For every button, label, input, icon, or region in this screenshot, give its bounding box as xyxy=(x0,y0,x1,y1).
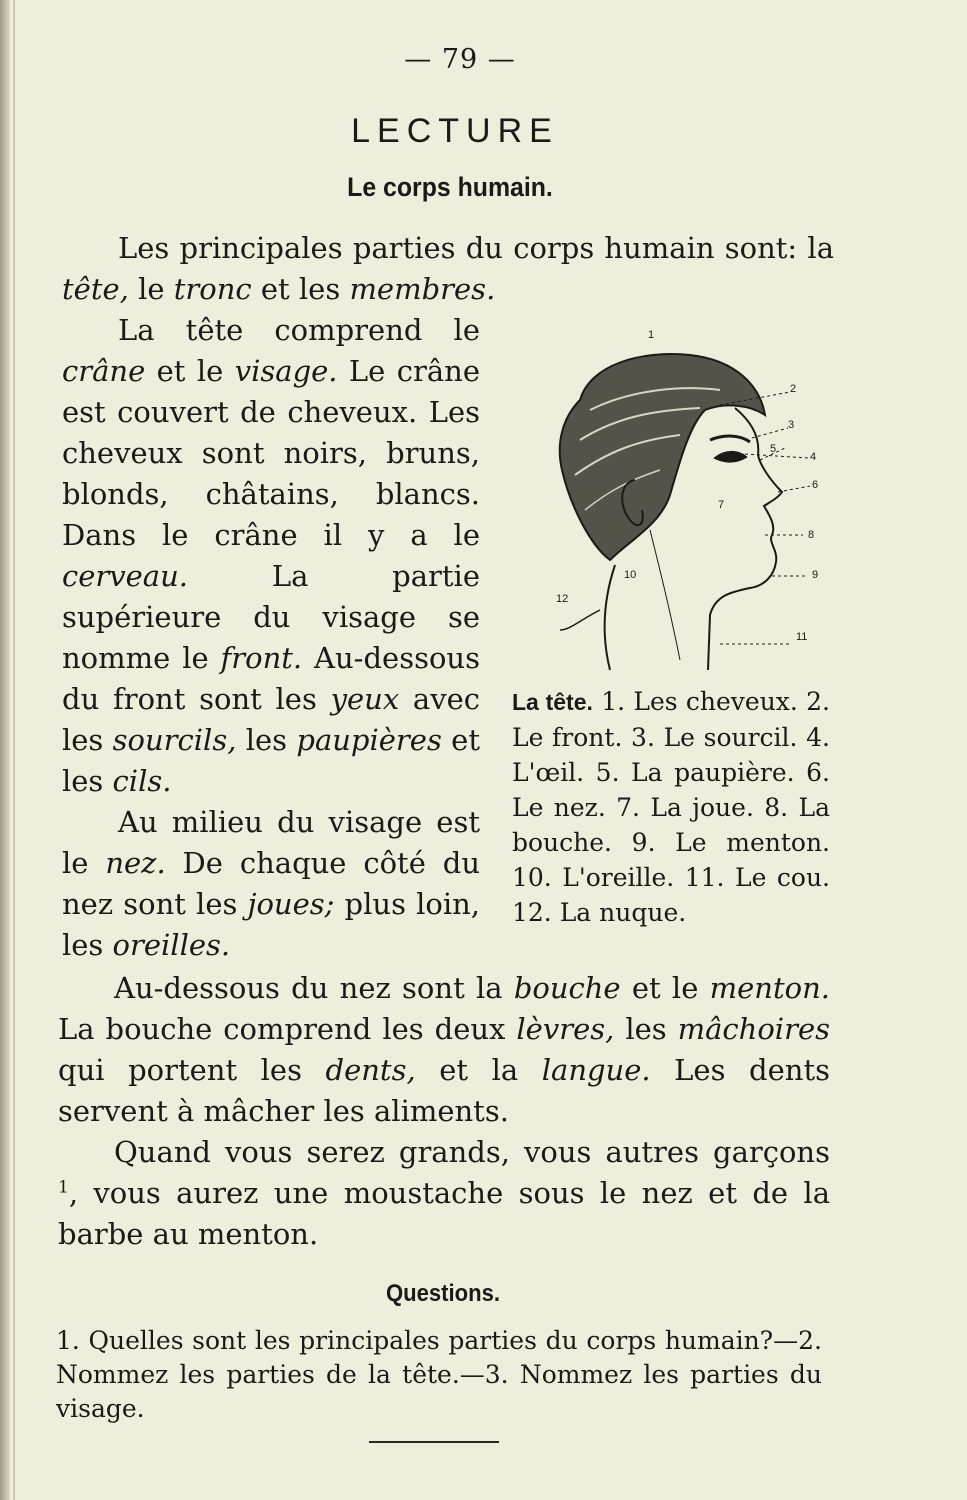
section-title: LECTURE xyxy=(351,112,559,150)
label-5: 5 xyxy=(770,443,777,455)
paragraph-5: Quand vous serez grands, vous autres garçons $^1$, vous aurez une moustache sous le nez et de la barbe au menton. xyxy=(58,1135,830,1251)
head-illustration xyxy=(520,330,838,680)
label-11: 11 xyxy=(796,631,808,643)
label-9: 9 xyxy=(812,569,819,581)
label-7: 7 xyxy=(718,499,725,511)
page-binding xyxy=(0,0,10,1500)
label-12: 12 xyxy=(556,593,569,605)
lesson-subtitle: Le corps humain. xyxy=(347,172,553,202)
questions-heading: Questions. xyxy=(385,1280,501,1307)
label-2: 2 xyxy=(790,383,797,395)
label-8: 8 xyxy=(808,529,815,541)
head-drawing xyxy=(560,354,782,670)
label-4: 4 xyxy=(810,451,817,463)
figure-caption xyxy=(512,684,830,930)
label-3: 3 xyxy=(788,419,795,431)
caption-title: La tête. xyxy=(512,689,593,715)
binding-line xyxy=(13,0,15,1500)
paragraph-2: La tête comprend le crâne et le visage. Le crâne est couvert de cheveux. Les cheveux sont noirs, bruns, blonds, châtains, blancs. Dans le crâne il y a le cerveau. La partie supérieure du visage se nomme le front. Au-dessous du front sont les yeux avec les sourcils, les paupières et les cils. xyxy=(62,313,480,798)
paragraph-1: Les principales parties du corps humain sont: la tête, le tronc et les membres. xyxy=(62,231,834,306)
paragraph-3: Au milieu du visage est le nez. De chaque côté du nez sont les joues; plus loin, les oreilles. xyxy=(62,805,481,962)
label-10: 10 xyxy=(624,569,637,581)
label-6: 6 xyxy=(812,479,819,491)
questions-text: 1. Quelles sont les principales parties du corps humain?—2. Nommez les parties de la tête.—3. Nommez les parties du visage. xyxy=(56,1326,822,1423)
page-number: — 79 — xyxy=(404,44,516,75)
caption-text: 1. Les cheveux. 2. Le front. 3. Le sourcil. 4. L'œil. 5. La paupière. 6. Le nez. 7. La joue. 8. La bouche. 9. Le menton. 10. L'oreille. 11. Le cou. 12. La nuque. xyxy=(512,687,830,927)
closing-rule xyxy=(369,1441,499,1443)
footnote-marker: 1 xyxy=(58,1177,69,1198)
label-1: 1 xyxy=(648,330,655,341)
paragraph-4: Au-dessous du nez sont la bouche et le menton. La bouche comprend les deux lèvres, les mâchoires qui portent les dents, et la langue. Les dents servent à mâcher les aliments. xyxy=(58,971,830,1128)
leader-lines xyxy=(720,392,810,644)
